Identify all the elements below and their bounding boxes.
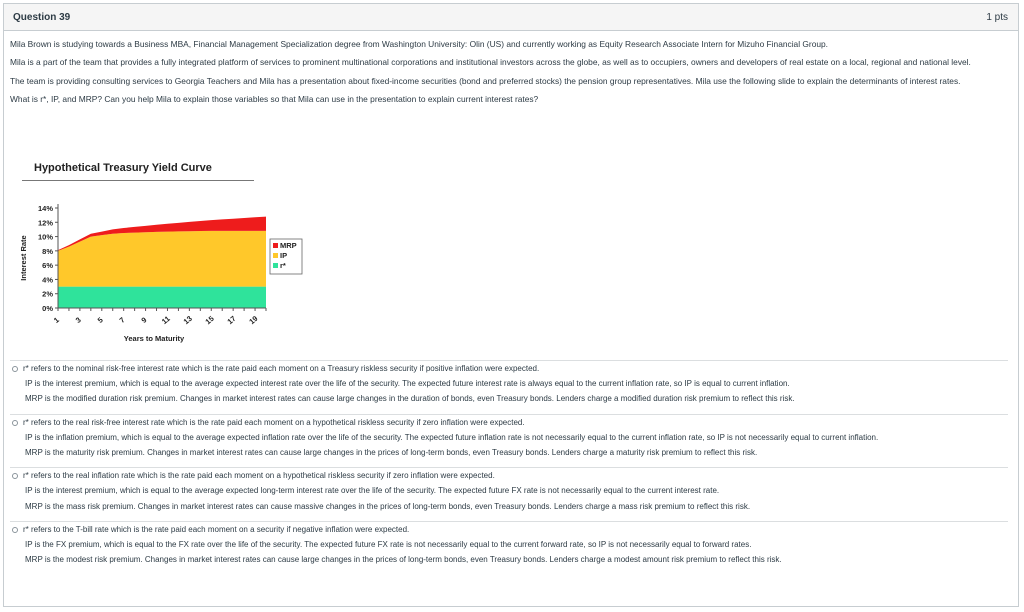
- answer-options: [10, 360, 1008, 574]
- legend-swatch: [273, 243, 278, 248]
- radio-button[interactable]: [12, 420, 18, 426]
- answer-line: IP is the interest premium, which is equal to the average expected long-term interest rate over the life of the security. The expected future FX rate is not necessarily equal to the current interest rate.: [25, 486, 720, 496]
- y-axis-title: Interest Rate: [19, 235, 28, 281]
- y-tick-label: 12%: [37, 218, 53, 228]
- x-tick-label: 17: [225, 313, 238, 327]
- answer-line: IP is the inflation premium, which is equal to the average expected inflation rate over the life of the security. The expected future inflation rate is not necessarily equal to the current inflation rate, so IP is not necessarily equal to current inflation.: [25, 432, 879, 442]
- x-tick-label: 1: [51, 315, 61, 325]
- x-tick-label: 9: [139, 315, 149, 325]
- paragraph: Mila is a part of the team that provides a fully integrated platform of services to prominent multinational corporations and institutional investors across the globe, as well as to occupiers, owners and developers of real estate on a local, regional and national level.: [10, 57, 971, 68]
- x-tick-label: 19: [247, 313, 260, 327]
- answer-option[interactable]: [10, 360, 1008, 414]
- x-tick-label: 5: [95, 315, 105, 325]
- x-axis-title: Years to Maturity: [123, 334, 185, 343]
- x-tick-label: 13: [181, 313, 194, 327]
- legend-swatch: [273, 263, 278, 268]
- y-tick-label: 0%: [42, 304, 53, 313]
- y-tick-label: 6%: [42, 261, 53, 271]
- yield-curve-chart: [14, 162, 304, 347]
- answer-line: MRP is the modest risk premium. Changes in market interest rates can cause large changes in the prices of long-term bonds, even Treasury bonds. Lenders charge a modest amount risk premium to reflect this risk.: [25, 555, 782, 565]
- area-ip: [58, 231, 266, 287]
- question-header: [4, 4, 1018, 31]
- y-tick-label: 14%: [37, 204, 53, 213]
- answer-line: r* refers to the real risk-free interest rate which is the rate paid each moment on a hypothetical riskless security if zero inflation were expected.: [23, 417, 525, 427]
- x-tick-label: 3: [73, 315, 83, 325]
- answer-line: MRP is the modified duration risk premium. Changes in market interest rates can cause large changes in the duration of bonds, even Treasury bonds. Lenders charge a modified duration risk premium to reflect this risk.: [25, 394, 795, 404]
- answer-line: r* refers to the real inflation rate which is the rate paid each moment on a hypothetical riskless security if zero inflation were expected.: [23, 471, 495, 481]
- answer-line: MRP is the mass risk premium. Changes in market interest rates can cause massive changes in the prices of long-term bonds, even Treasury bonds. Lenders charge a mass risk premium to reflect this risk.: [25, 501, 751, 511]
- y-tick-label: 8%: [42, 246, 53, 256]
- x-tick-label: 7: [117, 315, 127, 325]
- paragraph: What is r*, IP, and MRP? Can you help Mila to explain those variables so that Mila can use in the presentation to explain current interest rates?: [10, 94, 539, 105]
- radio-button[interactable]: [12, 366, 18, 372]
- chart-plot: [14, 162, 304, 347]
- answer-option[interactable]: [10, 521, 1008, 575]
- question-title: Question 39: [13, 11, 71, 23]
- x-tick-label: 11: [159, 314, 172, 327]
- x-tick-label: 15: [203, 313, 216, 327]
- chart-title: Hypothetical Treasury Yield Curve: [34, 162, 212, 174]
- answer-line: MRP is the maturity risk premium. Changes in market interest rates can cause large changes in the prices of long-term bonds, even Treasury bonds. Lenders charge a maturity risk premium to reflect this risk.: [25, 448, 758, 458]
- legend-label: MRP: [280, 241, 297, 250]
- legend-swatch: [273, 253, 278, 258]
- question-text: [10, 38, 1006, 112]
- answer-option[interactable]: [10, 414, 1008, 468]
- paragraph: Mila Brown is studying towards a Business MBA, Financial Management Specialization degree from Washington University: Olin (US) and currently working as Equity Research Associate Intern for Mizuho Financial Group.: [10, 39, 829, 49]
- paragraph: The team is providing consulting services to Georgia Teachers and Mila has a presentation about fixed-income securities (bond and preferred stocks) the pension group representatives. Mila use the following slide to explain the determinants of interest rates.: [10, 75, 961, 86]
- legend-label: IP: [280, 251, 288, 260]
- legend-label: r*: [280, 261, 286, 270]
- y-tick-label: 10%: [37, 232, 53, 242]
- radio-button[interactable]: [12, 473, 18, 479]
- answer-line: IP is the FX premium, which is equal to the FX rate over the life of the security. The expected future FX rate is not necessarily equal to the current forward rate, so IP is not necessarily equal to forward rates.: [25, 540, 752, 550]
- answer-line: r* refers to the nominal risk-free interest rate which is the rate paid each moment on a Treasury riskless security if positive inflation were expected.: [23, 364, 540, 373]
- area-rstar: [58, 287, 266, 308]
- y-tick-label: 4%: [42, 275, 53, 285]
- y-tick-label: 2%: [42, 289, 53, 299]
- radio-button[interactable]: [12, 527, 18, 533]
- question-points: 1 pts: [986, 11, 1008, 23]
- answer-option[interactable]: [10, 467, 1008, 521]
- answer-line: r* refers to the T-bill rate which is the rate paid each moment on a security if negative inflation were expected.: [23, 524, 410, 534]
- answer-line: IP is the interest premium, which is equal to the average expected interest rate over the life of the security. The expected future interest rate is always equal to the current inflation rate, so IP is equal to current inflation.: [25, 379, 790, 389]
